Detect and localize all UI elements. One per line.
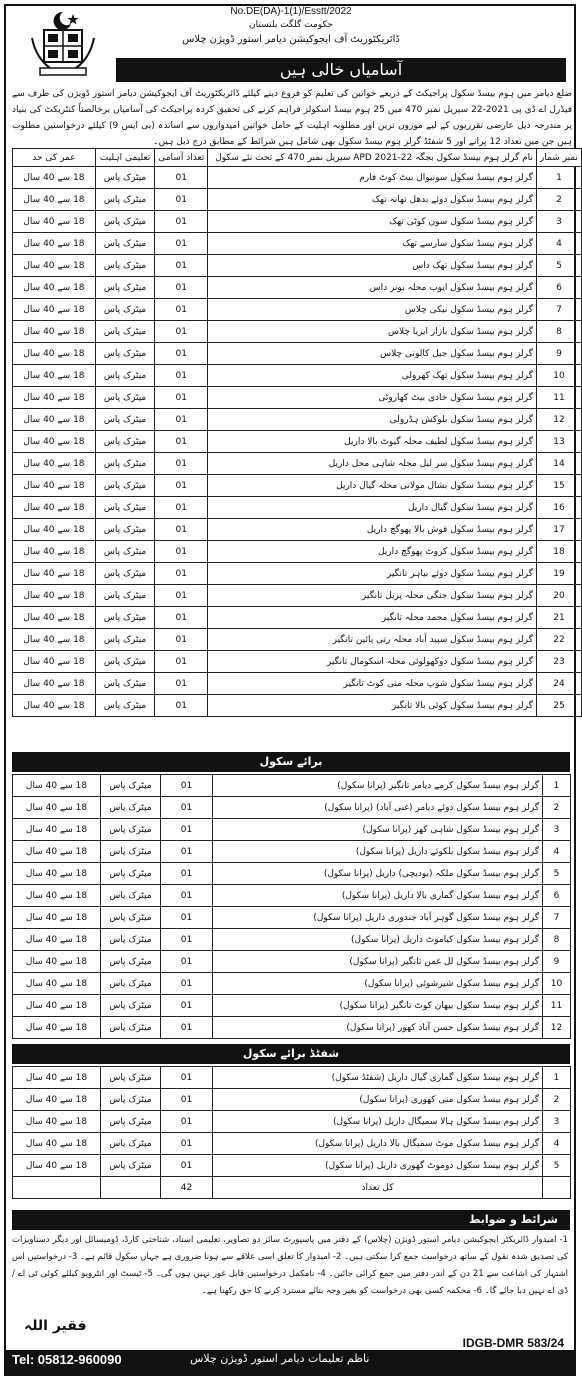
- school-name-cell: گرلز ہوم بیسڈ سکول بلوکش ہڈرولی: [208, 409, 537, 431]
- age-limit-cell: 18 سے 40 سال: [13, 885, 101, 907]
- posts-cell: 01: [161, 995, 213, 1017]
- posts-cell: 01: [155, 365, 208, 387]
- table-row: [13, 299, 582, 321]
- table-row: [13, 929, 571, 951]
- posts-cell: 01: [161, 1067, 213, 1089]
- posts-cell: 01: [155, 343, 208, 365]
- table-row: [13, 775, 571, 797]
- posts-cell: 01: [155, 629, 208, 651]
- posts-cell: 01: [155, 233, 208, 255]
- telephone: Tel: 05812-960090: [12, 1352, 122, 1367]
- age-limit-cell: 18 سے 40 سال: [13, 929, 101, 951]
- age-limit-cell: 18 سے 40 سال: [13, 365, 96, 387]
- qualification-cell: میٹرک پاس: [95, 321, 154, 343]
- posts-cell: 01: [161, 951, 213, 973]
- school-name-cell: گرلز ہوم بیسڈ سکول جنگی محلہ پریل تانگیر: [208, 585, 537, 607]
- serial-cell: 22: [536, 629, 581, 651]
- department-name: ڈائریکٹوریٹ آف ایجوکیشن دیامر استور ڈویژن چلاس: [182, 34, 400, 45]
- table-row: [13, 841, 571, 863]
- school-name-cell: گرلز ہوم بیسڈ سکول جیل کالونی چلاس: [208, 343, 537, 365]
- serial-cell: 5: [543, 1155, 571, 1177]
- total-row: [13, 1177, 571, 1199]
- serial-cell: 11: [543, 995, 571, 1017]
- school-name-cell: گرلز ہوم بیسڈ سکول بازار ایریا چلاس: [208, 321, 537, 343]
- table-row: [13, 321, 582, 343]
- serial-cell: 7: [536, 299, 581, 321]
- school-name-cell: گرلز ہوم بیسڈ سکول کیاموٹ داریل (پرانا سکول): [213, 929, 543, 951]
- school-name-cell: گرلز ہوم بیسڈ سکول شوپ محلہ منی کوٹ تانگیر: [208, 673, 537, 695]
- posts-cell: 01: [155, 299, 208, 321]
- table-row: [13, 585, 582, 607]
- school-name-cell: گرلز ہوم بیسڈ سکول گوہر آباد جندوری داریل (پرانا سکول): [213, 907, 543, 929]
- col-age-limit: عمر کی حد: [13, 149, 96, 167]
- qualification-cell: میٹرک پاس: [95, 365, 154, 387]
- ad-code: IDGB-DMR 583/24: [459, 1336, 568, 1350]
- serial-cell: 12: [536, 409, 581, 431]
- table-row: [13, 629, 582, 651]
- table-row: [13, 607, 582, 629]
- posts-cell: 01: [161, 819, 213, 841]
- school-name-cell: گرلز ہوم بیسڈ سکول ہالا سمیگال داریل (پرانا سکول): [213, 1111, 543, 1133]
- posts-cell: 01: [161, 775, 213, 797]
- serial-cell: 6: [536, 277, 581, 299]
- serial-cell: 6: [543, 885, 571, 907]
- school-name-cell: گرلز ہوم بیسڈ سکول کرمے دیامر تانگیر (پرانا سکول): [213, 775, 543, 797]
- age-limit-cell: 18 سے 40 سال: [13, 343, 96, 365]
- age-limit-cell: 18 سے 40 سال: [13, 255, 96, 277]
- age-limit-cell: 18 سے 40 سال: [13, 1089, 101, 1111]
- serial-cell: 15: [536, 475, 581, 497]
- age-limit-cell: 18 سے 40 سال: [13, 585, 96, 607]
- posts-cell: 01: [155, 255, 208, 277]
- age-limit-cell: 18 سے 40 سال: [13, 819, 101, 841]
- table-row: [13, 409, 582, 431]
- posts-cell: 01: [161, 797, 213, 819]
- school-name-cell: گرلز ہوم بیسڈ سکول دوموٹ گھوری داریل (پرانا سکول): [213, 1155, 543, 1177]
- school-name-cell: گرلز ہوم بیسڈ سکول دوئے بیاہر تانگیر: [208, 563, 537, 585]
- age-limit-cell: 18 سے 40 سال: [13, 387, 96, 409]
- age-limit-cell: 18 سے 40 سال: [13, 211, 96, 233]
- terms-text: 1- امیدوار ڈائریکٹر ایجوکیشن دیامر استور ڈویژن (چلاس) کے دفتر میں پاسپورٹ سائز دو تصاویر، تعلیمی اسناد، شناختی کارڈ، ڈومیسائل اور دیگر دستاویزات کی تصدیق شدہ نقول کے ساتھ درخواست جمع کرا سکتی ہیں۔ 2- امیدوار کا تعلق اسی علاقے سے ہونا ضروری ہے جہاں سکول قائم ہے۔ 3- درخواستیں اس اشتہار کی اشاعت سے 21 دن کے اندر دفتر میں جمع کرائی جائیں۔ 4- نامکمل درخواستیں قابل غور نہیں ہوں گی۔ 5- ٹیسٹ اور انٹرویو کیلئے کوئی ٹی اے / ڈی اے نہیں دیا جائے گا۔ 6- محکمہ کسی بھی درخواست کو بغیر وجہ بتائے مسترد کرنے کا حق رکھتا ہے۔: [12, 1235, 568, 1296]
- vacancies-banner: آسامیاں خالی ہیں: [116, 58, 566, 82]
- qualification-cell: میٹرک پاس: [101, 973, 161, 995]
- terms-title: شرائط و ضوابط: [12, 1210, 570, 1230]
- school-name-cell: گرلز ہوم بیسڈ سکول ایوب محلہ بونر داس: [208, 277, 537, 299]
- posts-cell: 01: [161, 929, 213, 951]
- qualification-cell: میٹرک پاس: [101, 819, 161, 841]
- posts-cell: 01: [155, 387, 208, 409]
- school-name-cell: گرلز ہوم بیسڈ سکول بیھان کوٹ تانگیر (پرانا سکول): [213, 995, 543, 1017]
- qualification-cell: میٹرک پاس: [95, 541, 154, 563]
- age-limit-cell: 18 سے 40 سال: [13, 277, 96, 299]
- table-row: [13, 797, 571, 819]
- table-row: [13, 233, 582, 255]
- posts-cell: 01: [161, 1017, 213, 1039]
- posts-cell: 01: [155, 541, 208, 563]
- table-row: [13, 1155, 571, 1177]
- school-name-cell: گرلز ہوم بیسڈ سکول دوئے بدھل تھانہ تھک: [208, 189, 537, 211]
- government-name: حکومت گلگت بلتستان: [249, 20, 333, 30]
- table-row: [13, 1017, 571, 1039]
- serial-cell: 4: [536, 233, 581, 255]
- posts-cell: 01: [161, 1155, 213, 1177]
- table-row: [13, 387, 582, 409]
- serial-cell: 1: [543, 775, 571, 797]
- serial-cell: 3: [536, 211, 581, 233]
- qualification-cell: میٹرک پاس: [101, 797, 161, 819]
- school-name-cell: گرلز ہوم بیسڈ سکول دوکھولوئی محلہ اسکومال تانگیر: [208, 651, 537, 673]
- posts-cell: 01: [155, 673, 208, 695]
- table-row: [13, 255, 582, 277]
- table-row: [13, 189, 582, 211]
- qualification-cell: میٹرک پاس: [95, 651, 154, 673]
- age-limit-cell: 18 سے 40 سال: [13, 453, 96, 475]
- qualification-cell: میٹرک پاس: [101, 951, 161, 973]
- school-name-cell: گرلز ہوم بیسڈ سکول شاہی کھر (پرانا سکول): [213, 819, 543, 841]
- school-name-cell: گرلز ہوم بیسڈ سکول لطیف محلہ گیوٹ بالا داریل: [208, 431, 537, 453]
- signature: فقیر اللہ: [24, 1318, 87, 1334]
- posts-cell: 01: [155, 277, 208, 299]
- serial-cell: 10: [536, 365, 581, 387]
- table-row: [13, 907, 571, 929]
- school-name-cell: گرلز ہوم بیسڈ سکول بشال مولانی محلہ گیال داریل: [208, 475, 537, 497]
- qualification-cell: میٹرک پاس: [95, 453, 154, 475]
- new-schools-table: [12, 148, 582, 717]
- serial-cell: 13: [536, 431, 581, 453]
- posts-cell: 01: [161, 863, 213, 885]
- age-limit-cell: 18 سے 40 سال: [13, 1133, 101, 1155]
- table-row: [13, 885, 571, 907]
- qualification-cell: میٹرک پاس: [101, 1017, 161, 1039]
- table-row: [13, 211, 582, 233]
- table-row: [13, 673, 582, 695]
- total-value: 42: [161, 1177, 213, 1199]
- age-limit-cell: 18 سے 40 سال: [13, 431, 96, 453]
- age-limit-cell: 18 سے 40 سال: [13, 775, 101, 797]
- school-name-cell: گرلز ہوم بیسڈ سکول سونیوال بیٹ کوٹ فارم: [208, 167, 537, 189]
- age-limit-cell: 18 سے 40 سال: [13, 863, 101, 885]
- age-limit-cell: 18 سے 40 سال: [13, 841, 101, 863]
- serial-cell: 3: [543, 819, 571, 841]
- qualification-cell: میٹرک پاس: [95, 497, 154, 519]
- qualification-cell: میٹرک پاس: [95, 519, 154, 541]
- serial-cell: 21: [536, 607, 581, 629]
- col-qualification: تعلیمی اہلیت: [95, 149, 154, 167]
- serial-cell: 3: [543, 1111, 571, 1133]
- age-limit-cell: 18 سے 40 سال: [13, 1111, 101, 1133]
- table-header-row: [13, 149, 582, 167]
- school-name-cell: گرلز ہوم بیسڈ سکول سون کوٹی تھک: [208, 211, 537, 233]
- qualification-cell: میٹرک پاس: [101, 1089, 161, 1111]
- posts-cell: 01: [155, 497, 208, 519]
- posts-cell: 01: [155, 167, 208, 189]
- serial-cell: 2: [543, 797, 571, 819]
- table-row: [13, 819, 571, 841]
- table-row: [13, 951, 571, 973]
- table-row: [13, 541, 582, 563]
- school-name-cell: گرلز ہوم بیسڈ سکول ملکہ (بودیچی) داریل (پرانا سکول): [213, 863, 543, 885]
- school-name-cell: گرلز ہوم بیسڈ سکول گیال داریل: [208, 497, 537, 519]
- qualification-cell: میٹرک پاس: [101, 863, 161, 885]
- qualification-cell: میٹرک پاس: [95, 475, 154, 497]
- age-limit-cell: 18 سے 40 سال: [13, 497, 96, 519]
- serial-cell: 8: [536, 321, 581, 343]
- posts-cell: 01: [155, 563, 208, 585]
- qualification-cell: میٹرک پاس: [95, 255, 154, 277]
- serial-cell: 9: [543, 951, 571, 973]
- serial-cell: 2: [543, 1089, 571, 1111]
- school-name-cell: گرلز ہوم بیسڈ سکول موٹ سمیگال بالا داریل (پرانا سکول): [213, 1133, 543, 1155]
- table-row: [13, 497, 582, 519]
- school-name-cell: گرلز ہوم بیسڈ سکول خادی بیٹ کھاروٹی: [208, 387, 537, 409]
- posts-cell: 01: [155, 585, 208, 607]
- serial-cell: 5: [543, 863, 571, 885]
- table-row: [13, 1133, 571, 1155]
- qualification-cell: میٹرک پاس: [101, 1111, 161, 1133]
- qualification-cell: میٹرک پاس: [95, 299, 154, 321]
- age-limit-cell: 18 سے 40 سال: [13, 651, 96, 673]
- emblem-icon: [26, 8, 100, 80]
- age-limit-cell: 18 سے 40 سال: [13, 541, 96, 563]
- qualification-cell: میٹرک پاس: [95, 695, 154, 717]
- age-limit-cell: 18 سے 40 سال: [13, 299, 96, 321]
- posts-cell: 01: [155, 321, 208, 343]
- qualification-cell: میٹرک پاس: [95, 673, 154, 695]
- posts-cell: 01: [155, 409, 208, 431]
- col-serial: نمبر شمار: [536, 149, 581, 167]
- serial-cell: 5: [536, 255, 581, 277]
- shifted-schools-table: [12, 1066, 571, 1199]
- school-name-cell: گرلز ہوم بیسڈ سکول سارسے تھک: [208, 233, 537, 255]
- table-row: [13, 343, 582, 365]
- table-row: [13, 563, 582, 585]
- qualification-cell: میٹرک پاس: [101, 1155, 161, 1177]
- table-row: [13, 1089, 571, 1111]
- qualification-cell: میٹرک پاس: [95, 585, 154, 607]
- age-limit-cell: 18 سے 40 سال: [13, 1067, 101, 1089]
- posts-cell: 01: [155, 651, 208, 673]
- total-label: کل تعداد: [213, 1177, 543, 1199]
- table-row: [13, 365, 582, 387]
- serial-cell: 17: [536, 519, 581, 541]
- age-limit-cell: 18 سے 40 سال: [13, 607, 96, 629]
- school-name-cell: گرلز ہوم بیسڈ سکول قوش بالا پھوگچ داریل: [208, 519, 537, 541]
- posts-cell: 01: [155, 607, 208, 629]
- age-limit-cell: 18 سے 40 سال: [13, 475, 96, 497]
- age-limit-cell: 18 سے 40 سال: [13, 233, 96, 255]
- school-name-cell: گرلز ہوم بیسڈ سکول محمد محلہ تانگیر: [208, 607, 537, 629]
- posts-cell: 01: [155, 519, 208, 541]
- school-name-cell: گرلز ہوم بیسڈ سکول گماری گیال داریل (شفٹڈ سکول): [213, 1067, 543, 1089]
- age-limit-cell: 18 سے 40 سال: [13, 409, 96, 431]
- serial-cell: 14: [536, 453, 581, 475]
- school-name-cell: گرلز ہوم بیسڈ سکول کروٹ پھوگچ داریل: [208, 541, 537, 563]
- reference-number: No.DE(DA)-1(1)/Esstt/2022: [230, 6, 352, 17]
- age-limit-cell: 18 سے 40 سال: [13, 695, 96, 717]
- serial-cell: 11: [536, 387, 581, 409]
- table-row: [13, 1067, 571, 1089]
- school-name-cell: گرلز ہوم بیسڈ سکول نیکی چلاس: [208, 299, 537, 321]
- table-row: [13, 277, 582, 299]
- school-name-cell: گرلز ہوم بیسڈ سکول تھک داس: [208, 255, 537, 277]
- posts-cell: 01: [155, 431, 208, 453]
- table-row: [13, 167, 582, 189]
- age-limit-cell: 18 سے 40 سال: [13, 321, 96, 343]
- qualification-cell: میٹرک پاس: [95, 629, 154, 651]
- age-limit-cell: 18 سے 40 سال: [13, 629, 96, 651]
- old-schools-table: [12, 774, 571, 1039]
- qualification-cell: میٹرک پاس: [95, 189, 154, 211]
- serial-cell: 4: [543, 841, 571, 863]
- table-row: [13, 863, 571, 885]
- table-row: [13, 995, 571, 1017]
- qualification-cell: میٹرک پاس: [101, 885, 161, 907]
- posts-cell: 01: [161, 1133, 213, 1155]
- posts-cell: 01: [161, 1111, 213, 1133]
- age-limit-cell: 18 سے 40 سال: [13, 563, 96, 585]
- posts-cell: 01: [155, 189, 208, 211]
- serial-cell: 19: [536, 563, 581, 585]
- serial-cell: 18: [536, 541, 581, 563]
- qualification-cell: میٹرک پاس: [95, 167, 154, 189]
- table-row: [13, 651, 582, 673]
- qualification-cell: میٹرک پاس: [95, 563, 154, 585]
- age-limit-cell: 18 سے 40 سال: [13, 1017, 101, 1039]
- school-name-cell: گرلز ہوم بیسڈ سکول منی کھوری (پرانا سکول): [213, 1089, 543, 1111]
- posts-cell: 01: [161, 841, 213, 863]
- serial-cell: 2: [536, 189, 581, 211]
- table-row: [13, 475, 582, 497]
- serial-cell: 20: [536, 585, 581, 607]
- posts-cell: 01: [155, 475, 208, 497]
- qualification-cell: میٹرک پاس: [95, 343, 154, 365]
- age-limit-cell: 18 سے 40 سال: [13, 1155, 101, 1177]
- serial-cell: 1: [536, 167, 581, 189]
- school-name-cell: گرلز ہوم بیسڈ سکول دوئے دیامر (غنی آباد) (پرانا سکول): [213, 797, 543, 819]
- school-name-cell: گرلز ہوم بیسڈ سکول بلکوئے داریل (پرانا سکول): [213, 841, 543, 863]
- qualification-cell: میٹرک پاس: [101, 841, 161, 863]
- posts-cell: 01: [161, 907, 213, 929]
- age-limit-cell: 18 سے 40 سال: [13, 673, 96, 695]
- qualification-cell: میٹرک پاس: [95, 211, 154, 233]
- posts-cell: 01: [155, 695, 208, 717]
- serial-cell: 25: [536, 695, 581, 717]
- qualification-cell: میٹرک پاس: [101, 929, 161, 951]
- table-row: [13, 519, 582, 541]
- age-limit-cell: 18 سے 40 سال: [13, 951, 101, 973]
- table-row: [13, 973, 571, 995]
- serial-cell: 16: [536, 497, 581, 519]
- serial-cell: 10: [543, 973, 571, 995]
- school-name-cell: گرلز ہوم بیسڈ سکول تھک کھرولی: [208, 365, 537, 387]
- serial-cell: 7: [543, 907, 571, 929]
- table-row: [13, 695, 582, 717]
- serial-cell: 1: [543, 1067, 571, 1089]
- col-school-name: نام گرلز ہوم بیسڈ سکول بجگہ APD 2021-22 سیریل نمبر 470 کے تحت نئے سکول: [208, 149, 537, 167]
- age-limit-cell: 18 سے 40 سال: [13, 167, 96, 189]
- age-limit-cell: 18 سے 40 سال: [13, 907, 101, 929]
- table-row: [13, 431, 582, 453]
- intro-paragraph: ضلع دیامر میں ہوم بیسڈ سکول پراجیکٹ کے ذریعے خواتین کی تعلیم کو فروغ دینے کیلئے ڈائریکٹوریٹ آف ایجوکیشن دیامر استور ڈویژن کی طرف سے فیڈرل اے ڈی پی 2021-22 سیریل نمبر 470 میں 25 ہوم بیسڈ اسکولز فراہم کرنے کی تحقیق کردہ پراجیکٹ کی آسامیاں برخالصتاً کنٹریکٹ کی بنیاد پر مندرجہ ذیل عارضی تقرریوں کے لیے موزوں ترین اور مطلوبہ اہلیت کے حامل خواتین امیدواروں سے اساتذہ (بی ایس 9) کیلئے درخواستیں مطلوب ہیں جن میں تعداد 12 پرانے اور 5 شفٹڈ گرلز ہوم بیسڈ سکول بھی شامل ہیں شرائط کے مطابق درج ذیل ہیں۔: [12, 89, 573, 147]
- qualification-cell: میٹرک پاس: [101, 1067, 161, 1089]
- qualification-cell: میٹرک پاس: [95, 607, 154, 629]
- qualification-cell: میٹرک پاس: [101, 907, 161, 929]
- posts-cell: 01: [161, 885, 213, 907]
- qualification-cell: میٹرک پاس: [95, 409, 154, 431]
- qualification-cell: میٹرک پاس: [101, 775, 161, 797]
- school-name-cell: گرلز ہوم بیسڈ سکول سر لیل محلہ شاہی محل داریل: [208, 453, 537, 475]
- posts-cell: 01: [155, 453, 208, 475]
- qualification-cell: میٹرک پاس: [95, 277, 154, 299]
- serial-cell: 24: [536, 673, 581, 695]
- serial-cell: 8: [543, 929, 571, 951]
- col-posts: تعداد آسامی: [155, 149, 208, 167]
- age-limit-cell: 18 سے 40 سال: [13, 797, 101, 819]
- posts-cell: 01: [161, 1089, 213, 1111]
- school-name-cell: گرلز ہوم بیسڈ سکول لل غمن تانگیر (پرانا سکول): [213, 951, 543, 973]
- serial-cell: 12: [543, 1017, 571, 1039]
- table-row: [13, 453, 582, 475]
- section-shifted-schools: شفٹڈ برائے سکول: [12, 1044, 570, 1064]
- qualification-cell: میٹرک پاس: [95, 431, 154, 453]
- school-name-cell: گرلز ہوم بیسڈ سکول حسن آباد کھور (پرانا سکول): [213, 1017, 543, 1039]
- age-limit-cell: 18 سے 40 سال: [13, 995, 101, 1017]
- posts-cell: 01: [155, 211, 208, 233]
- qualification-cell: میٹرک پاس: [101, 1133, 161, 1155]
- age-limit-cell: 18 سے 40 سال: [13, 973, 101, 995]
- table-row: [13, 1111, 571, 1133]
- school-name-cell: گرلز ہوم بیسڈ سکول شیرشوئی (پرانا سکول): [213, 973, 543, 995]
- school-name-cell: گرلز ہوم بیسڈ سکول کوئی بالا تانگیر: [208, 695, 537, 717]
- posts-cell: 01: [161, 973, 213, 995]
- school-name-cell: گرلز ہوم بیسڈ سکول گماری بالا داریل (پرانا سکول): [213, 885, 543, 907]
- serial-cell: 23: [536, 651, 581, 673]
- qualification-cell: میٹرک پاس: [101, 995, 161, 1017]
- qualification-cell: میٹرک پاس: [95, 387, 154, 409]
- age-limit-cell: 18 سے 40 سال: [13, 189, 96, 211]
- serial-cell: 9: [536, 343, 581, 365]
- qualification-cell: میٹرک پاس: [95, 233, 154, 255]
- serial-cell: 4: [543, 1133, 571, 1155]
- section-old-schools: برائے سکول: [12, 752, 570, 772]
- age-limit-cell: 18 سے 40 سال: [13, 519, 96, 541]
- school-name-cell: گرلز ہوم بیسڈ سکول سپید آباد محلہ رتی پائین تانگیر: [208, 629, 537, 651]
- issuing-office: ناظم تعلیمات دیامر استور ڈویژن چلاس: [190, 1352, 370, 1365]
